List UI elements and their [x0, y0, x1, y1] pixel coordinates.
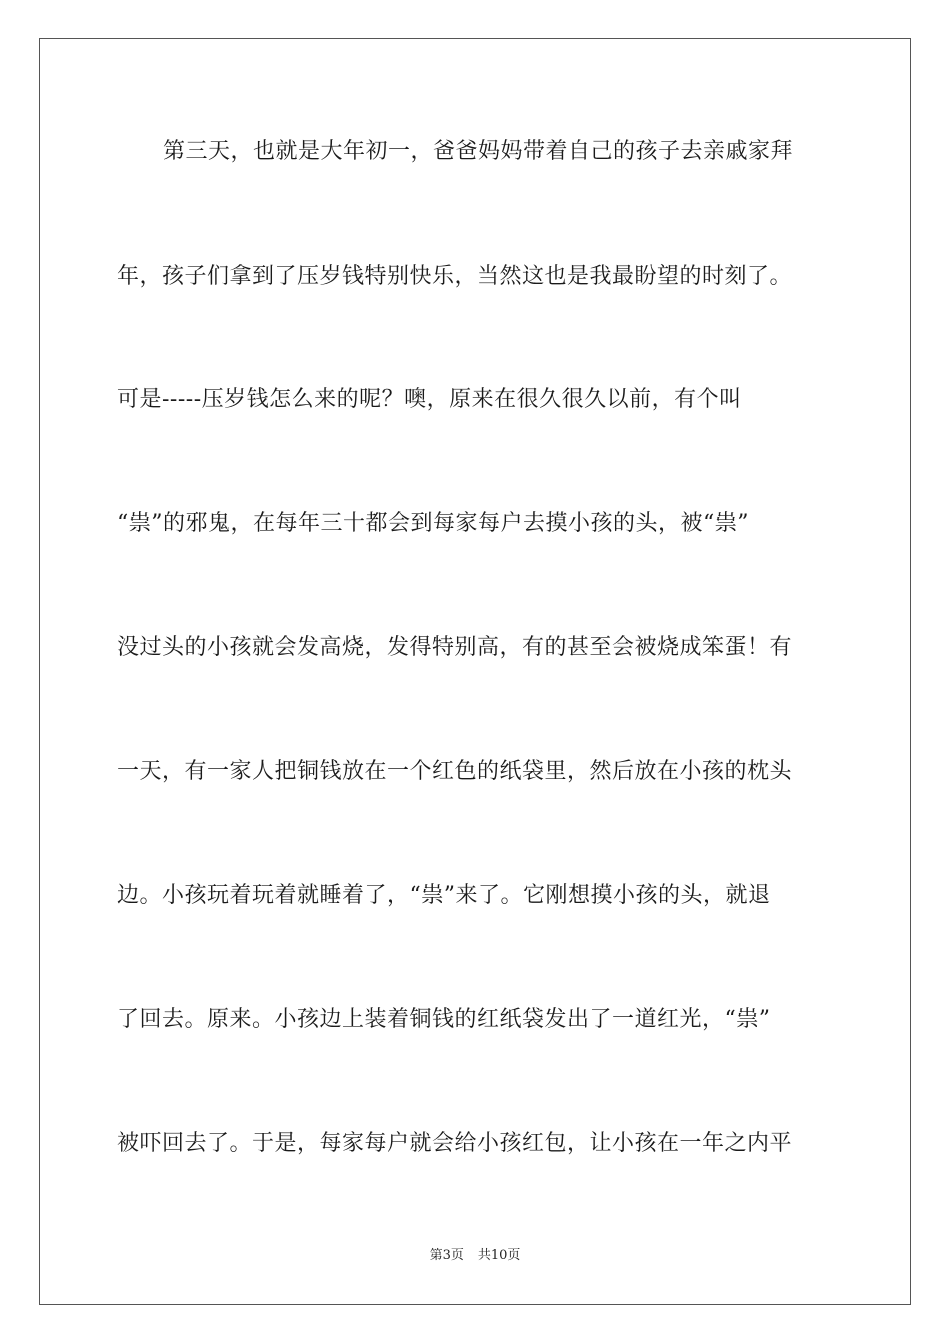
paragraph-line-6: 一天，有一家人把铜钱放在一个红色的纸袋里，然后放在小孩的枕头 [117, 759, 793, 784]
paragraph-line-3: 可是-----压岁钱怎么来的呢？噢，原来在很久很久以前，有个叫 [117, 387, 742, 412]
paragraph-line-7: 边。小孩玩着玩着就睡着了，“祟”来了。它刚想摸小孩的头，就退 [117, 883, 771, 908]
page-number: 第3页 [429, 1248, 464, 1263]
paragraph-line-2: 年，孩子们拿到了压岁钱特别快乐，当然这也是我最盼望的时刻了。 [117, 264, 793, 289]
paragraph-line-5: 没过头的小孩就会发高烧，发得特别高，有的甚至会被烧成笨蛋！有 [117, 635, 793, 660]
page-border [39, 38, 911, 1305]
page-total: 共10页 [477, 1248, 521, 1263]
paragraph-line-1: 第三天，也就是大年初一，爸爸妈妈带着自己的孩子去亲戚家拜 [163, 139, 794, 164]
paragraph-line-4: “祟”的邪鬼，在每年三十都会到每家每户去摸小孩的头，被“祟” [117, 511, 749, 536]
paragraph-line-9: 被吓回去了。于是，每家每户就会给小孩红包，让小孩在一年之内平 [117, 1131, 793, 1156]
paragraph-line-8: 了回去。原来。小孩边上装着铜钱的红纸袋发出了一道红光，“祟” [117, 1007, 771, 1032]
page-footer [0, 1247, 950, 1265]
